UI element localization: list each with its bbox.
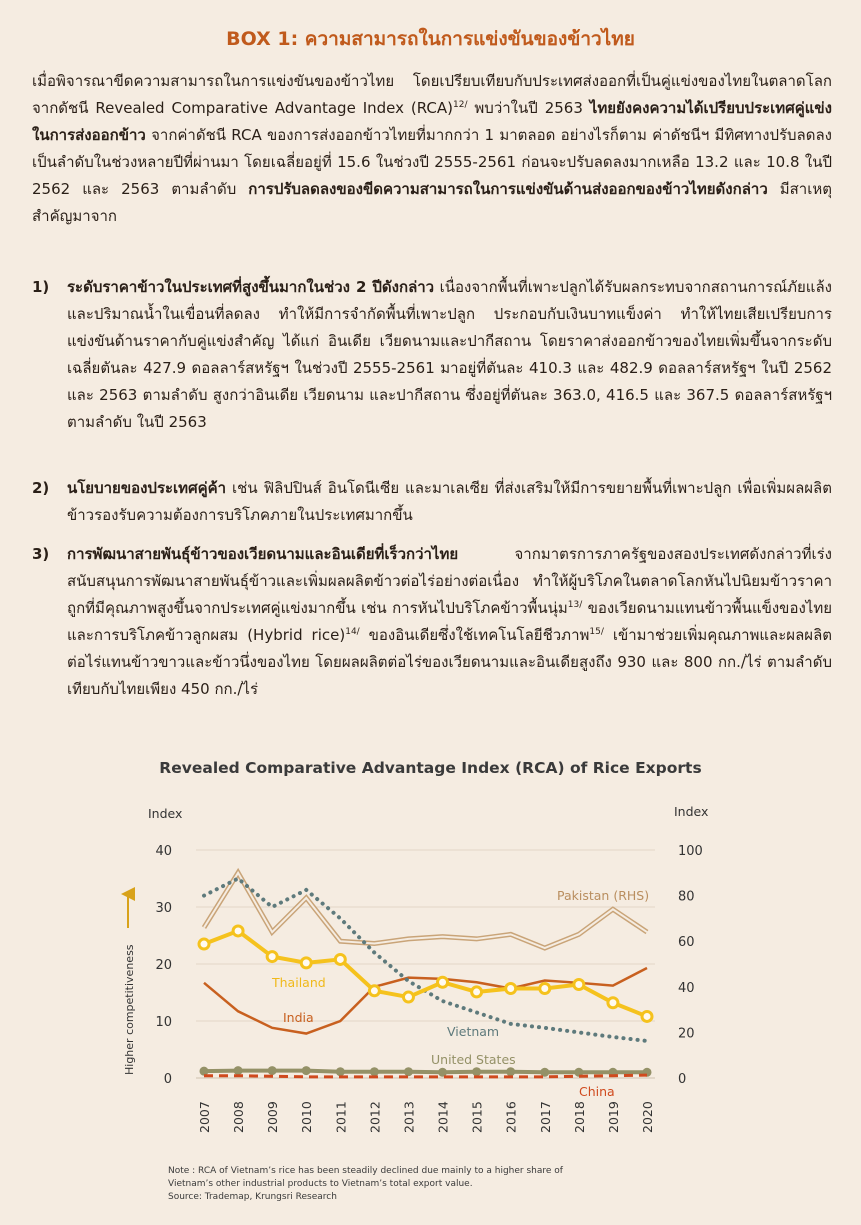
- y-right-tick-label: 60: [678, 935, 695, 951]
- data-point-thailand: [199, 939, 209, 949]
- x-tick-label: 2009: [265, 1101, 281, 1133]
- data-point-united-states: [302, 1066, 311, 1075]
- data-point-united-states: [268, 1066, 277, 1075]
- x-tick-label: 2013: [401, 1101, 417, 1133]
- x-tick-label: 2012: [367, 1101, 383, 1133]
- y-left-tick-label: 10: [155, 1015, 172, 1030]
- data-point-thailand: [403, 992, 413, 1002]
- item-text: ของเวียดนามแทนข้าวพื้นแข็งของไทย และการบริโภคข้าวลูกผสม (Hybrid rice): [67, 599, 832, 644]
- series-label-vietnam: Vietnam: [447, 1024, 500, 1039]
- data-point-thailand: [642, 1011, 652, 1021]
- data-point-thailand: [574, 980, 584, 990]
- y-left-tick-label: 30: [155, 901, 172, 916]
- series-line-pakistan-rhs: [204, 873, 650, 948]
- series-line-thailand: [204, 931, 647, 1017]
- y-right-tick-label: 40: [678, 980, 695, 996]
- list-item-1: [32, 274, 832, 436]
- series-label-thailand: Thailand: [272, 975, 326, 990]
- data-point-thailand: [267, 952, 277, 962]
- intro-bold-1: ไทยยังคงความได้เปรียบประเทศคู่แข่งในการส่งออกข้าว: [32, 99, 832, 144]
- data-point-thailand: [472, 987, 482, 997]
- x-tick-label: 2020: [640, 1101, 655, 1133]
- intro-text-4: มีสาเหตุสำคัญมาจาก: [32, 180, 832, 225]
- data-point-thailand: [369, 986, 379, 996]
- y-left-tick-label: 40: [155, 844, 172, 859]
- x-tick-label: 2017: [537, 1101, 553, 1133]
- chart-title: Revealed Comparative Advantage Index (RCA) of Rice Exports: [159, 759, 702, 777]
- series-label-china: China: [579, 1084, 615, 1099]
- x-tick-label: 2019: [605, 1101, 621, 1133]
- x-tick-label: 2011: [333, 1101, 349, 1133]
- item-number: 1): [32, 278, 50, 296]
- data-point-thailand: [608, 998, 618, 1008]
- data-point-thailand: [438, 977, 448, 987]
- data-point-thailand: [233, 926, 243, 936]
- intro-bold-2: การปรับลดลงของขีดความสามารถในการแข่งขันด้านส่งออกของข้าวไทยดังกล่าว: [248, 180, 768, 198]
- data-point-thailand: [335, 954, 345, 964]
- footnote-ref-14: 14/: [345, 627, 360, 637]
- item-text: จากมาตรการภาครัฐของสองประเทศดังกล่าวที่เร่งสนับสนุนการพัฒนาสายพันธุ์ข้าวและเพิ่มผลผลิตข้าวต่อไร่อย่างต่อเนื่อง ทำให้ผู้บริโภคในตลาดโลกหันไปนิยมข้าวราคาถูกที่มีคุณภาพสูงขึ้นจากประเทศคู่แข่งมากขึ้น เช่น การหันไปบริโภคข้าวพื้นนุ่ม: [67, 545, 832, 617]
- footnote-ref-12: 12/: [453, 100, 468, 110]
- x-tick-label: 2014: [435, 1101, 451, 1133]
- item-number: 2): [32, 479, 50, 497]
- box-title: BOX 1: ความสามารถในการแข่งขันของข้าวไทย: [226, 28, 635, 50]
- x-tick-label: 2015: [469, 1101, 485, 1133]
- data-point-united-states: [404, 1067, 413, 1076]
- y-left-tick-label: 20: [155, 958, 172, 973]
- x-tick-label: 2016: [503, 1101, 519, 1133]
- y-right-tick-label: 20: [678, 1026, 695, 1042]
- data-point-thailand: [301, 958, 311, 968]
- item-number: 3): [32, 545, 50, 563]
- data-point-united-states: [506, 1067, 515, 1076]
- source-line: Source: Trademap, Krungsri Research: [168, 1192, 337, 1202]
- x-tick-label: 2008: [231, 1101, 247, 1133]
- data-point-thailand: [506, 984, 516, 994]
- x-tick-label: 2018: [571, 1101, 587, 1133]
- y-right-tick-label: 80: [678, 889, 695, 905]
- item-text: เช่น ฟิลิปปินส์ อินโดนีเซีย และมาเลเซีย ที่ส่งเสริมให้มีการขยายพื้นที่เพาะปลูก เพื่อเพิ่มผลผลิตข้าวรองรับความต้องการบริโภคภายในประเทศมากขึ้น: [67, 479, 832, 524]
- x-tick-label: 2007: [197, 1101, 212, 1133]
- x-tick-label: 2010: [299, 1101, 315, 1133]
- list-item-2: [32, 475, 832, 529]
- item-text: ของอินเดียซึ่งใช้เทคโนโลยีชีวภาพ: [359, 626, 590, 644]
- item-heading: ระดับราคาข้าวในประเทศที่สูงขึ้นมากในช่วง 2 ปีดังกล่าว: [67, 278, 435, 296]
- item-text: เข้ามาช่วยเพิ่มคุณภาพและผลผลิตต่อไร่แทนข้าวขาวและข้าวนึ่งของไทย โดยผลผลิตต่อไร่ของเวียดนามและอินเดียสูงถึง 930 และ 800 กก./ไร่ ตามลำดับ เทียบกับไทยเพียง 450 กก./ไร่: [67, 626, 833, 698]
- series-label-india: India: [283, 1010, 314, 1025]
- intro-text-2: พบว่าในปี 2563: [467, 99, 590, 117]
- intro-text-1: เมื่อพิจารณาขีดความสามารถในการแข่งขันของข้าวไทย โดยเปรียบเทียบกับประเทศส่งออกที่เป็นคู่แข่งของไทยในตลาดโลก จากดัชนี Revealed Comparative Advantage Index (RCA): [32, 72, 832, 117]
- list-item-3: [32, 541, 832, 703]
- data-point-united-states: [234, 1066, 243, 1075]
- y-right-axis-title: Index: [674, 804, 709, 819]
- y-left-axis-title: Index: [148, 806, 183, 821]
- data-point-united-states: [472, 1067, 481, 1076]
- series-label-united-states: United States: [431, 1052, 516, 1067]
- footnote-ref-13: 13/: [567, 600, 583, 610]
- item-heading: การพัฒนาสายพันธุ์ข้าวของเวียดนามและอินเดียที่เร็วกว่าไทย: [67, 545, 459, 563]
- data-point-thailand: [540, 984, 550, 994]
- series-label-pakistan-rhs: Pakistan (RHS): [557, 888, 650, 903]
- item-text: เนื่องจากพื้นที่เพาะปลูกได้รับผลกระทบจากสถานการณ์ภัยแล้งและปริมาณน้ำในเขื่อนที่ลดลง ทำให้มีการจำกัดพื้นที่เพาะปลูก ประกอบกับเงินบาทแข็งค่า ทำให้ไทยเสียเปรียบการแข่งขันด้านราคากับคู่แข่งสำคัญ ได้แก่ อินเดีย เวียดนามและปากีสถาน โดยราคาส่งออกข้าวของไทยเพิ่มขึ้นจากระดับเฉลี่ยตันละ 427.9 ดอลลาร์สหรัฐฯ ในช่วงปี 2555-2561 มาอยู่ที่ตันละ 410.3 และ 482.9 ดอลลาร์สหรัฐฯ ในปี 2562 และ 2563 ตามลำดับ สูงกว่าอินเดีย เวียดนาม และปากีสถาน ซึ่งอยู่ที่ตันละ 363.0, 416.5 และ 367.5 ดอลลาร์สหรัฐฯ ตามลำดับ ในปี 2563: [67, 278, 832, 431]
- data-point-united-states: [370, 1067, 379, 1076]
- data-point-united-states: [336, 1067, 345, 1076]
- intro-paragraph: [32, 68, 832, 230]
- note-line-2: Vietnam’s other industrial products to Vietnam’s total export value.: [168, 1179, 473, 1189]
- y-right-tick-label: 0: [678, 1072, 687, 1087]
- series-line-china: [204, 1075, 647, 1077]
- y-right-tick-label: 100: [678, 844, 703, 859]
- series-line-india: [204, 968, 647, 1034]
- intro-text-3: จากค่าดัชนี RCA ของการส่งออกข้าวไทยที่มากกว่า 1 มาตลอด อย่างไรก็ตาม ค่าดัชนีฯ มีทิศทางปรับลดลงเป็นลำดับในช่วงหลายปีที่ผ่านมา โดยเฉลี่ยอยู่ที่ 15.6 ในช่วงปี 2555-2561 ก่อนจะปรับลดลงมากเหลือ 13.2 และ 10.8 ในปี 2562 และ 2563 ตามลำดับ: [32, 126, 832, 198]
- footnote-ref-15: 15/: [589, 627, 604, 637]
- item-heading: นโยบายของประเทศคู่ค้า: [67, 479, 227, 497]
- side-label: Higher competitiveness: [123, 944, 136, 1075]
- note-line-1: Note : RCA of Vietnam’s rice has been steadily declined due mainly to a higher share of: [168, 1166, 563, 1176]
- y-left-tick-label: 0: [163, 1072, 172, 1087]
- chart-note: [168, 1165, 668, 1204]
- rca-line-chart: [0, 790, 861, 1165]
